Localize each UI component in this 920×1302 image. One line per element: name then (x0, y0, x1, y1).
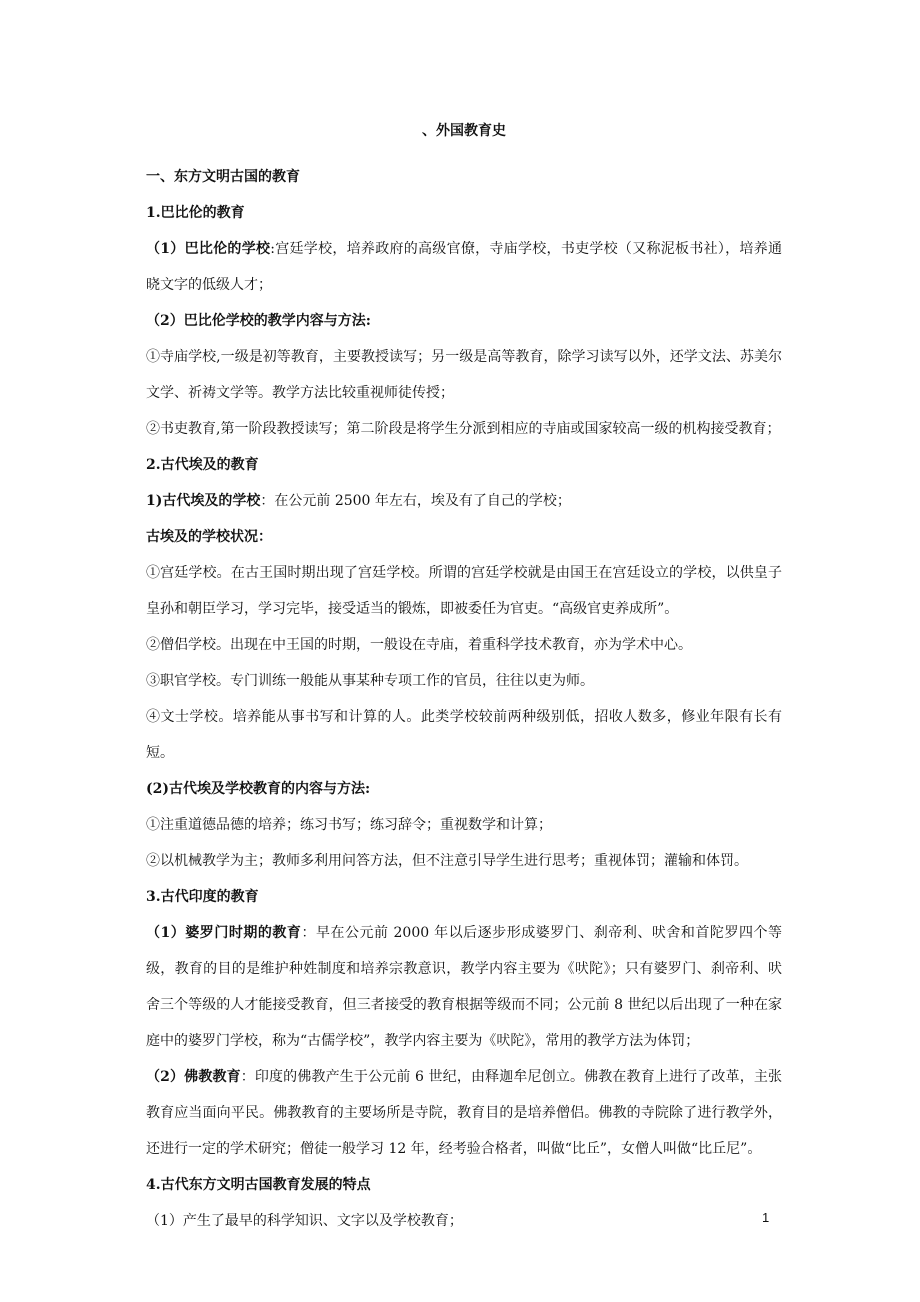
paragraph: ①注重道德品德的培养；练习书写；练习辞令；重视数学和计算； (146, 817, 552, 833)
paragraph-text: ：印度的佛教产生于公元前 6 世纪，由释迦牟尼创立。佛教在教育上进行了改革，主张教育应当面向平民。佛教教育的主要场所是寺院，教育目的是培养僧侣。佛教的寺院除了进行教学外，还进行一定的学术研究；僧徒一般学习 12 年，经考验合格者，叫做“比丘”，女僧人叫做“比丘尼”。 (146, 1069, 782, 1157)
paragraph-heading: 古埃及的学校状况： (146, 529, 272, 545)
paragraph-text: ：在公元前 2500 年左右，埃及有了自己的学校； (260, 493, 571, 509)
paragraph-text: :宫廷学校，培养政府的高级官僚，寺庙学校，书吏学校（又称泥板书社），培养通晓文字的低级人才； (146, 241, 782, 293)
page-title: 、外国教育史 (422, 123, 506, 139)
subsection-heading-egypt: 2.古代埃及的教育 (146, 457, 259, 473)
paragraph-text: ：早在公元前 2000 年以后逐步形成婆罗门、刹帝利、吠舍和首陀罗四个等级，教育的目的是维护种姓制度和培养宗教意识，教学内容主要为《吠陀》；只有婆罗门、刹帝利、吠舍三个等级的人才能接受教育，但三者接受的教育根据等级而不同；公元前 8 世纪以后出现了一种在家庭中的婆罗门学校，称为“古儒学校”，教学内容主要为《吠陀》，常用的教学方法为体罚； (146, 925, 782, 1049)
paragraph: ③职官学校。专门训练一般能从事某种专项工作的官员，往往以吏为师。 (146, 673, 594, 689)
paragraph: ④文士学校。培养能从事书写和计算的人。此类学校较前两种级别低，招收人数多，修业年限有长有短。 (146, 709, 782, 761)
paragraph: ①寺庙学校,一级是初等教育，主要教授读写；另一级是高等教育，除学习读写以外，还学文法、苏美尔文学、祈祷文学等。教学方法比较重视师徒传授； (146, 349, 782, 401)
paragraph: ②僧侣学校。出现在中王国的时期，一般设在寺庙，着重科学技术教育，亦为学术中心。 (146, 637, 692, 653)
paragraph (146, 231, 782, 303)
paragraph: ②以机械教学为主；教师多利用问答方法，但不注意引导学生进行思考；重视体罚；灌输和体罚。 (146, 853, 748, 869)
document-body (146, 123, 782, 1239)
paragraph (146, 1059, 782, 1167)
paragraph-lead: （2）佛教教育 (146, 1069, 241, 1085)
paragraph-lead: （1）巴比伦的学校 (146, 241, 271, 257)
subsection-heading-characteristics: 4.古代东方文明古国教育发展的特点 (146, 1177, 371, 1193)
section-heading: 一、东方文明古国的教育 (146, 169, 300, 185)
page-number: 1 (762, 1210, 770, 1225)
paragraph-heading: （2）巴比伦学校的教学内容与方法: (146, 313, 371, 329)
paragraph (146, 483, 782, 519)
paragraph-lead: （1）婆罗门时期的教育 (146, 925, 302, 941)
paragraph (146, 915, 782, 1059)
paragraph-lead: 1)古代埃及的学校 (146, 493, 261, 509)
paragraph: （1）产生了最早的科学知识、文字以及学校教育； (146, 1213, 463, 1229)
paragraph: ①宫廷学校。在古王国时期出现了宫廷学校。所谓的宫廷学校就是由国王在宫廷设立的学校，以供皇子皇孙和朝臣学习，学习完毕，接受适当的锻炼，即被委任为官吏。“高级官吏养成所”。 (146, 565, 782, 617)
subsection-heading-babylon: 1.巴比伦的教育 (146, 205, 245, 221)
paragraph-heading: (2)古代埃及学校教育的内容与方法: (146, 781, 371, 797)
paragraph: ②书吏教育,第一阶段教授读写；第二阶段是将学生分派到相应的寺庙或国家较高一级的机构接受教育； (146, 421, 781, 437)
subsection-heading-india: 3.古代印度的教育 (146, 889, 259, 905)
